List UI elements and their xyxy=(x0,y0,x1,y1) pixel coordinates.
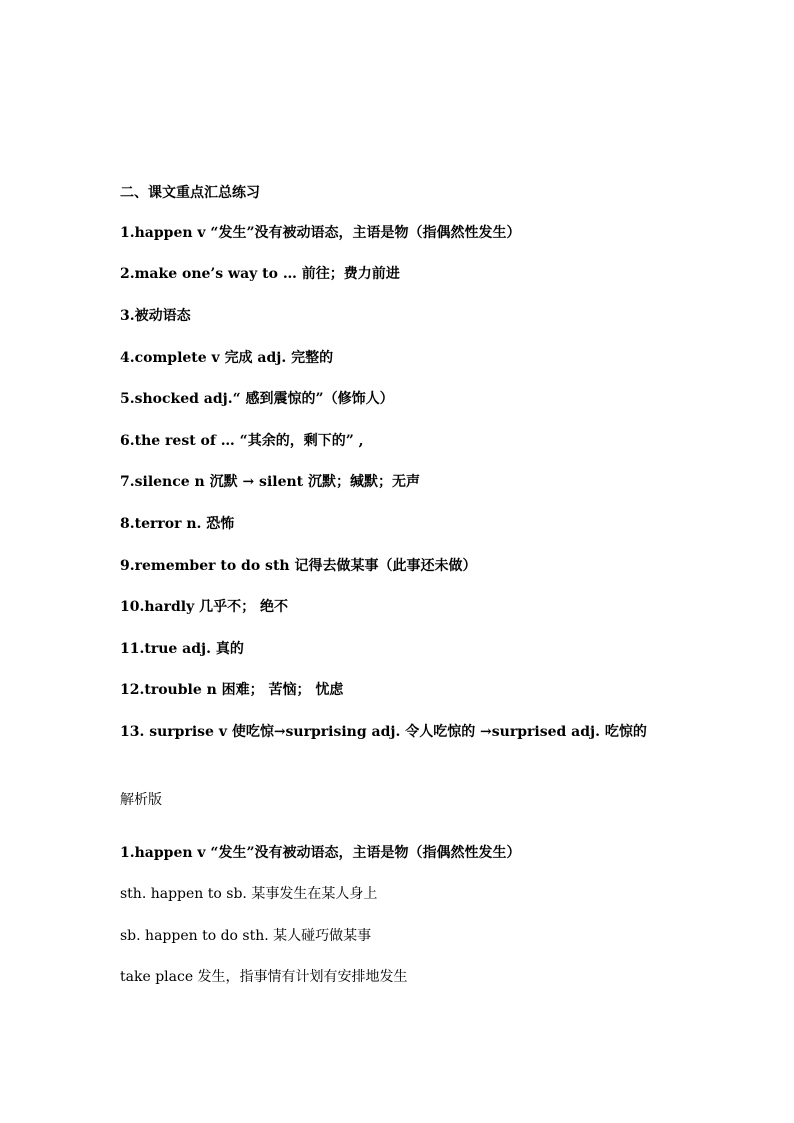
analysis-item: 1.happen v “发生”没有被动语态，主语是物（指偶然性发生） xyxy=(120,845,521,861)
list-item: 11.true adj. 真的 xyxy=(120,641,244,657)
list-item: 8.terror n. 恐怖 xyxy=(120,516,235,532)
list-item: 1.happen v “发生”没有被动语态，主语是物（指偶然性发生） xyxy=(120,225,521,241)
list-item: 12.trouble n 困难； 苦恼； 忧虑 xyxy=(120,682,344,698)
list-item: 10.hardly 几乎不； 绝不 xyxy=(120,599,288,615)
list-item: 9.remember to do sth 记得去做某事（此事还未做） xyxy=(120,558,477,574)
analysis-heading: 解析版 xyxy=(120,792,162,808)
list-item: 6.the rest of … “其余的，剩下的” , xyxy=(120,433,364,449)
list-item: 13. surprise v 使吃惊→surprising adj. 令人吃惊的 →surprised adj. 吃惊的 xyxy=(120,724,647,740)
list-item: 7.silence n 沉默 → silent 沉默；缄默；无声 xyxy=(120,474,421,490)
list-item: 4.complete v 完成 adj. 完整的 xyxy=(120,350,334,366)
analysis-note: take place 发生，指事情有计划有安排地发生 xyxy=(120,969,408,985)
list-item: 5.shocked adj.“ 感到震惊的”（修饰人） xyxy=(120,391,394,407)
list-item: 3.被动语态 xyxy=(120,308,191,324)
section-heading: 二、课文重点汇总练习 xyxy=(120,185,260,201)
analysis-note: sth. happen to sb. 某事发生在某人身上 xyxy=(120,886,378,902)
analysis-note: sb. happen to do sth. 某人碰巧做某事 xyxy=(120,928,372,944)
list-item: 2.make one’s way to … 前往；费力前进 xyxy=(120,266,400,282)
